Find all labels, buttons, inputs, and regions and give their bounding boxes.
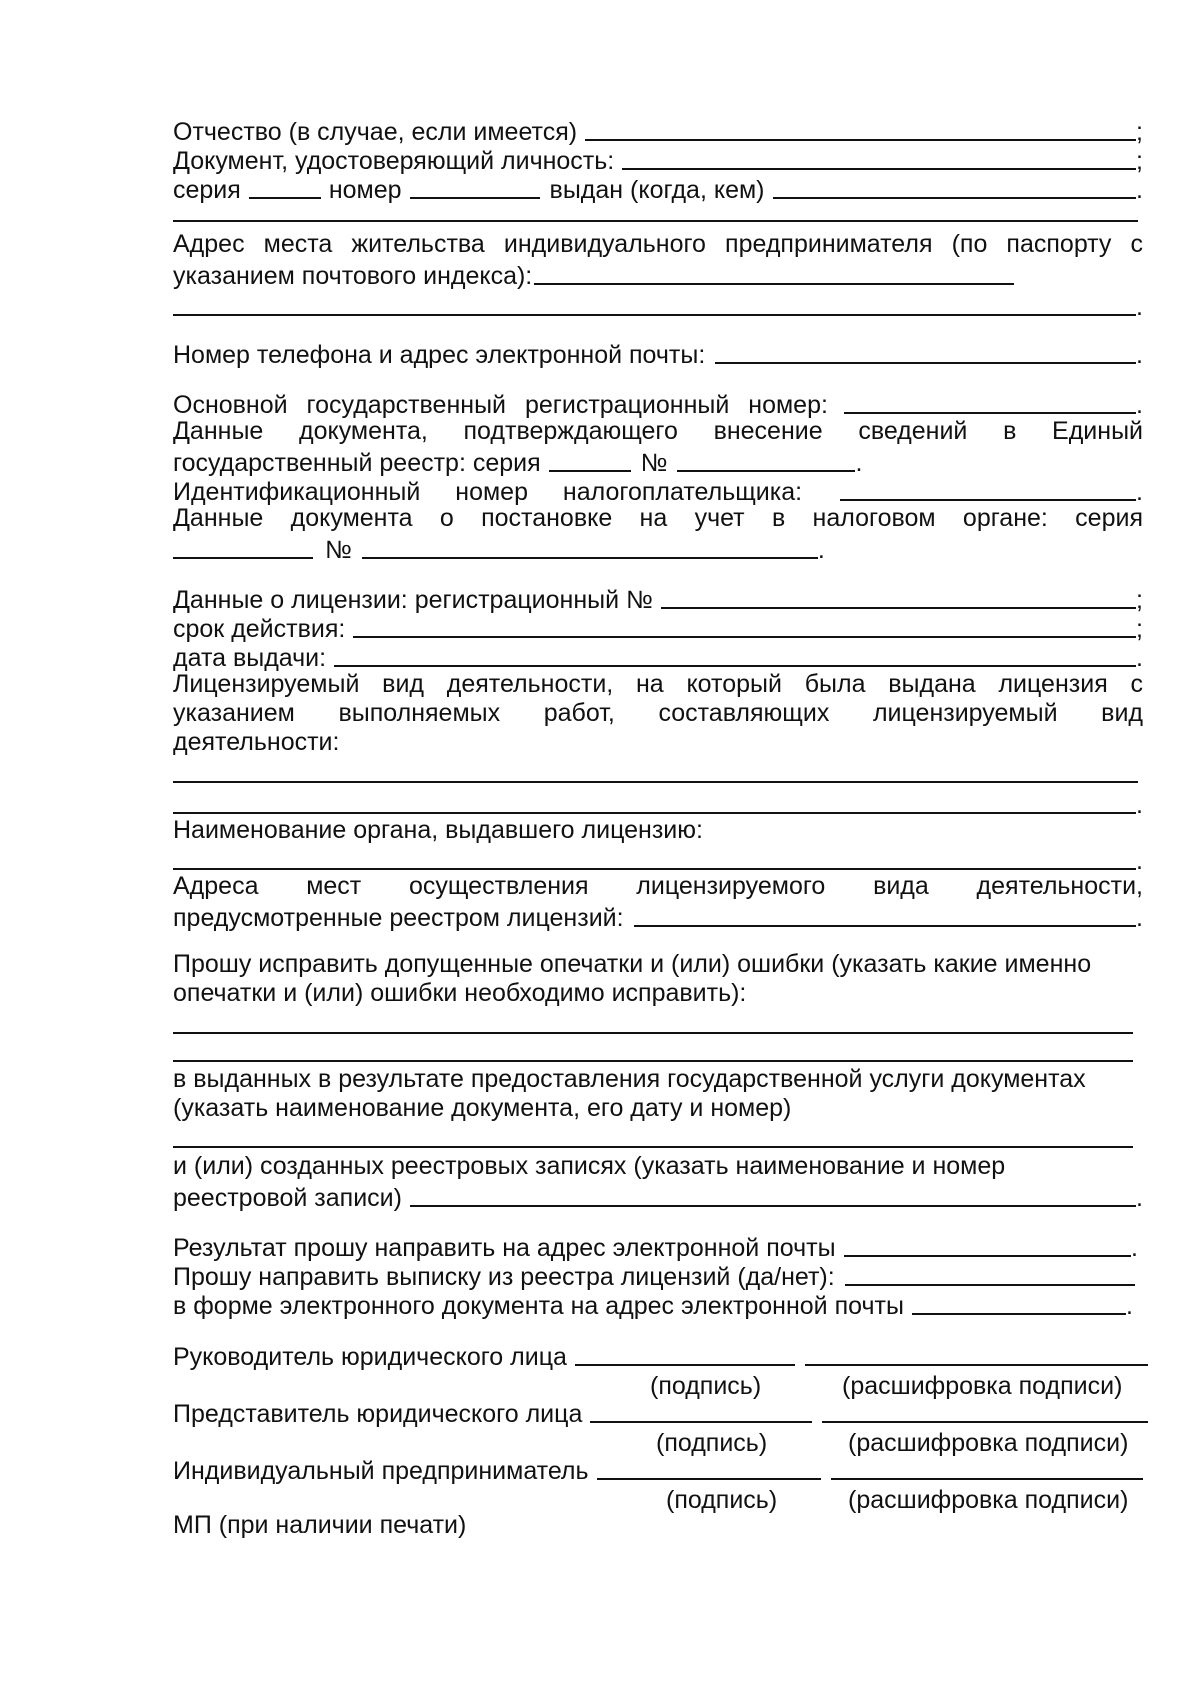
tax-doc-line-2: № . (173, 535, 1143, 563)
identity-doc-label: Документ, удостоверяющий личность: (173, 147, 615, 175)
signature-caption-representative: (подпись) (656, 1429, 768, 1457)
contacts-label: Номер телефона и адрес электронной почты: (173, 341, 706, 369)
license-date-line: дата выдачи: . (173, 644, 1143, 672)
egr-doc-number-field[interactable] (677, 466, 855, 472)
delivery-extract-field[interactable] (845, 1280, 1135, 1286)
authority-label: Наименование органа, выдавшего лицензию: (173, 816, 703, 844)
egr-doc-label-1: Данные документа, подтверждающего внесение сведений в Единый (173, 417, 1143, 445)
registry-records-line-2: реестровой записи) . (173, 1184, 1143, 1212)
signature-field-head[interactable] (575, 1360, 795, 1366)
address-line-1 (173, 232, 1143, 260)
authority-line (173, 818, 1143, 846)
inn-label: Идентификационный номер налогоплательщика: (173, 478, 803, 506)
decode-caption-head: (расшифровка подписи) (842, 1372, 1123, 1400)
passport-number-label: номер (328, 176, 402, 204)
address-label-1: Адрес места жительства индивидуального предпринимателя (по паспорту с (173, 230, 1143, 258)
license-date-field[interactable] (334, 661, 1136, 667)
address-line-2 (173, 261, 1143, 289)
signature-field-representative[interactable] (590, 1417, 812, 1423)
tax-doc-line-1 (173, 506, 1143, 534)
signature-decode-field-entrepreneur[interactable] (831, 1474, 1143, 1480)
egr-doc-line-1 (173, 419, 1143, 447)
inn-field[interactable] (840, 495, 1136, 501)
egr-doc-series-label: государственный реестр: серия (173, 449, 541, 477)
tax-doc-number-field[interactable] (362, 553, 818, 559)
license-activity-continuation: . (173, 790, 1143, 818)
delivery-email-line: Результат прошу направить на адрес электронной почты . (173, 1234, 1138, 1262)
signature-caption-entrepreneur: (подпись) (666, 1486, 778, 1514)
tax-doc-label-1: Данные документа о постановке на учет в налоговом органе: серия (173, 504, 1143, 532)
correction-label-2: опечатки и (или) ошибки необходимо исправить): (173, 979, 747, 1007)
address-label-2: указанием почтового индекса): (173, 262, 533, 290)
license-activity-label-1: Лицензируемый вид деятельности, на который была выдана лицензия с (173, 670, 1143, 698)
registry-records-field[interactable] (410, 1201, 1136, 1207)
ogrn-label: Основной государственный регистрационный номер: (173, 391, 828, 419)
address-continuation-field[interactable] (173, 310, 1136, 316)
license-activity-line-1 (173, 672, 1143, 700)
stamp-label: МП (при наличии печати) (173, 1511, 467, 1539)
contacts-field[interactable] (715, 358, 1136, 364)
correction-line-2 (173, 981, 1143, 1009)
stamp-line (173, 1513, 1143, 1541)
places-line-2: предусмотренные реестром лицензий: . (173, 904, 1143, 932)
registry-records-label-1: и (или) созданных реестровых записях (указать наименование и номер (173, 1152, 1006, 1180)
delivery-edoc-label: в форме электронного документа на адрес электронной почты (173, 1292, 904, 1320)
delivery-edoc-field[interactable] (912, 1309, 1126, 1315)
license-term-label: срок действия: (173, 615, 346, 643)
correction-label-1: Прошу исправить допущенные опечатки и (или) ошибки (указать какие именно (173, 950, 1092, 978)
delivery-extract-label: Прошу направить выписку из реестра лицензий (да/нет): (173, 1263, 835, 1291)
signature-decode-field-head[interactable] (805, 1360, 1148, 1366)
tax-doc-number-label: № (325, 536, 352, 564)
correction-field-1[interactable] (173, 1032, 1133, 1034)
signature-role-entrepreneur: Индивидуальный предприниматель (173, 1457, 589, 1485)
license-activity-label-3: деятельности: (173, 728, 340, 756)
passport-line: серия номер выдан (когда, кем) . (173, 176, 1143, 204)
decode-caption-representative: (расшифровка подписи) (848, 1429, 1129, 1457)
delivery-email-label: Результат прошу направить на адрес электронной почты (173, 1234, 836, 1262)
contacts-line: Номер телефона и адрес электронной почты: . (173, 341, 1143, 369)
inn-line: Идентификационный номер налогоплательщика: . (173, 478, 1143, 506)
ogrn-field[interactable] (844, 408, 1136, 414)
license-activity-field-2[interactable] (173, 808, 1136, 814)
license-reg-line: Данные о лицензии: регистрационный № ; (173, 586, 1143, 614)
license-activity-line-2 (173, 701, 1143, 729)
identity-doc-line: Документ, удостоверяющий личность: ; (173, 147, 1143, 175)
issued-docs-label-2: (указать наименование документа, его дату и номер) (173, 1094, 792, 1122)
address-field[interactable] (534, 279, 1014, 285)
correction-field-2[interactable] (173, 1060, 1133, 1062)
signature-role-head: Руководитель юридического лица (173, 1343, 567, 1371)
signature-row-head (173, 1342, 1148, 1370)
passport-number-field[interactable] (410, 193, 540, 199)
patronymic-label: Отчество (в случае, если имеется) (173, 118, 578, 146)
issued-docs-line-1 (173, 1067, 1143, 1095)
egr-doc-series-field[interactable] (549, 466, 631, 472)
ogrn-line: Основной государственный регистрационный номер: . (173, 391, 1143, 419)
signature-row-entrepreneur (173, 1456, 1143, 1484)
patronymic-field[interactable] (585, 135, 1136, 141)
license-reg-field[interactable] (661, 603, 1136, 609)
signature-row-representative (173, 1399, 1148, 1427)
identity-doc-field[interactable] (622, 164, 1136, 170)
issued-docs-field[interactable] (173, 1146, 1133, 1148)
egr-doc-line-2: государственный реестр: серия № . (173, 449, 863, 477)
passport-continuation-line[interactable] (173, 220, 1138, 222)
signature-field-entrepreneur[interactable] (597, 1474, 821, 1480)
delivery-edoc-line: в форме электронного документа на адрес электронной почты . (173, 1292, 1133, 1320)
places-label-1: Адреса мест осуществления лицензируемого вида деятельности, (173, 872, 1143, 900)
authority-continuation: . (173, 846, 1143, 874)
license-reg-label: Данные о лицензии: регистрационный № (173, 586, 653, 614)
passport-issued-label: выдан (когда, кем) (549, 176, 765, 204)
license-term-field[interactable] (353, 632, 1136, 638)
authority-field[interactable] (173, 864, 1136, 870)
address-continuation: . (173, 292, 1143, 320)
registry-records-label-2: реестровой записи) (173, 1184, 402, 1212)
delivery-email-field[interactable] (844, 1251, 1131, 1257)
places-line-1 (173, 874, 1143, 902)
signature-role-representative: Представитель юридического лица (173, 1400, 583, 1428)
signature-decode-field-representative[interactable] (822, 1417, 1148, 1423)
decode-caption-entrepreneur: (расшифровка подписи) (848, 1486, 1129, 1514)
license-activity-line-3 (173, 730, 1143, 758)
delivery-extract-line (173, 1262, 1135, 1290)
passport-series-label: серия (173, 176, 241, 204)
correction-line-1 (173, 952, 1143, 980)
egr-doc-number-label: № (640, 449, 668, 477)
registry-records-line-1 (173, 1154, 1143, 1182)
places-field[interactable] (634, 921, 1136, 927)
patronymic-line: Отчество (в случае, если имеется) ; (173, 118, 1143, 146)
passport-series-field[interactable] (249, 193, 321, 199)
passport-issued-field[interactable] (773, 193, 1137, 199)
tax-doc-series-field[interactable] (173, 553, 313, 559)
places-label-2: предусмотренные реестром лицензий: (173, 904, 624, 932)
issued-docs-line-2 (173, 1096, 1143, 1124)
license-activity-label-2: указанием выполняемых работ, составляющих лицензируемый вид (173, 699, 1143, 727)
license-term-line: срок действия: ; (173, 615, 1143, 643)
signature-caption-head: (подпись) (650, 1372, 762, 1400)
issued-docs-label-1: в выданных в результате предоставления государственной услуги документах (173, 1065, 1086, 1093)
license-date-label: дата выдачи: (173, 644, 327, 672)
license-activity-field-1[interactable] (173, 781, 1138, 783)
